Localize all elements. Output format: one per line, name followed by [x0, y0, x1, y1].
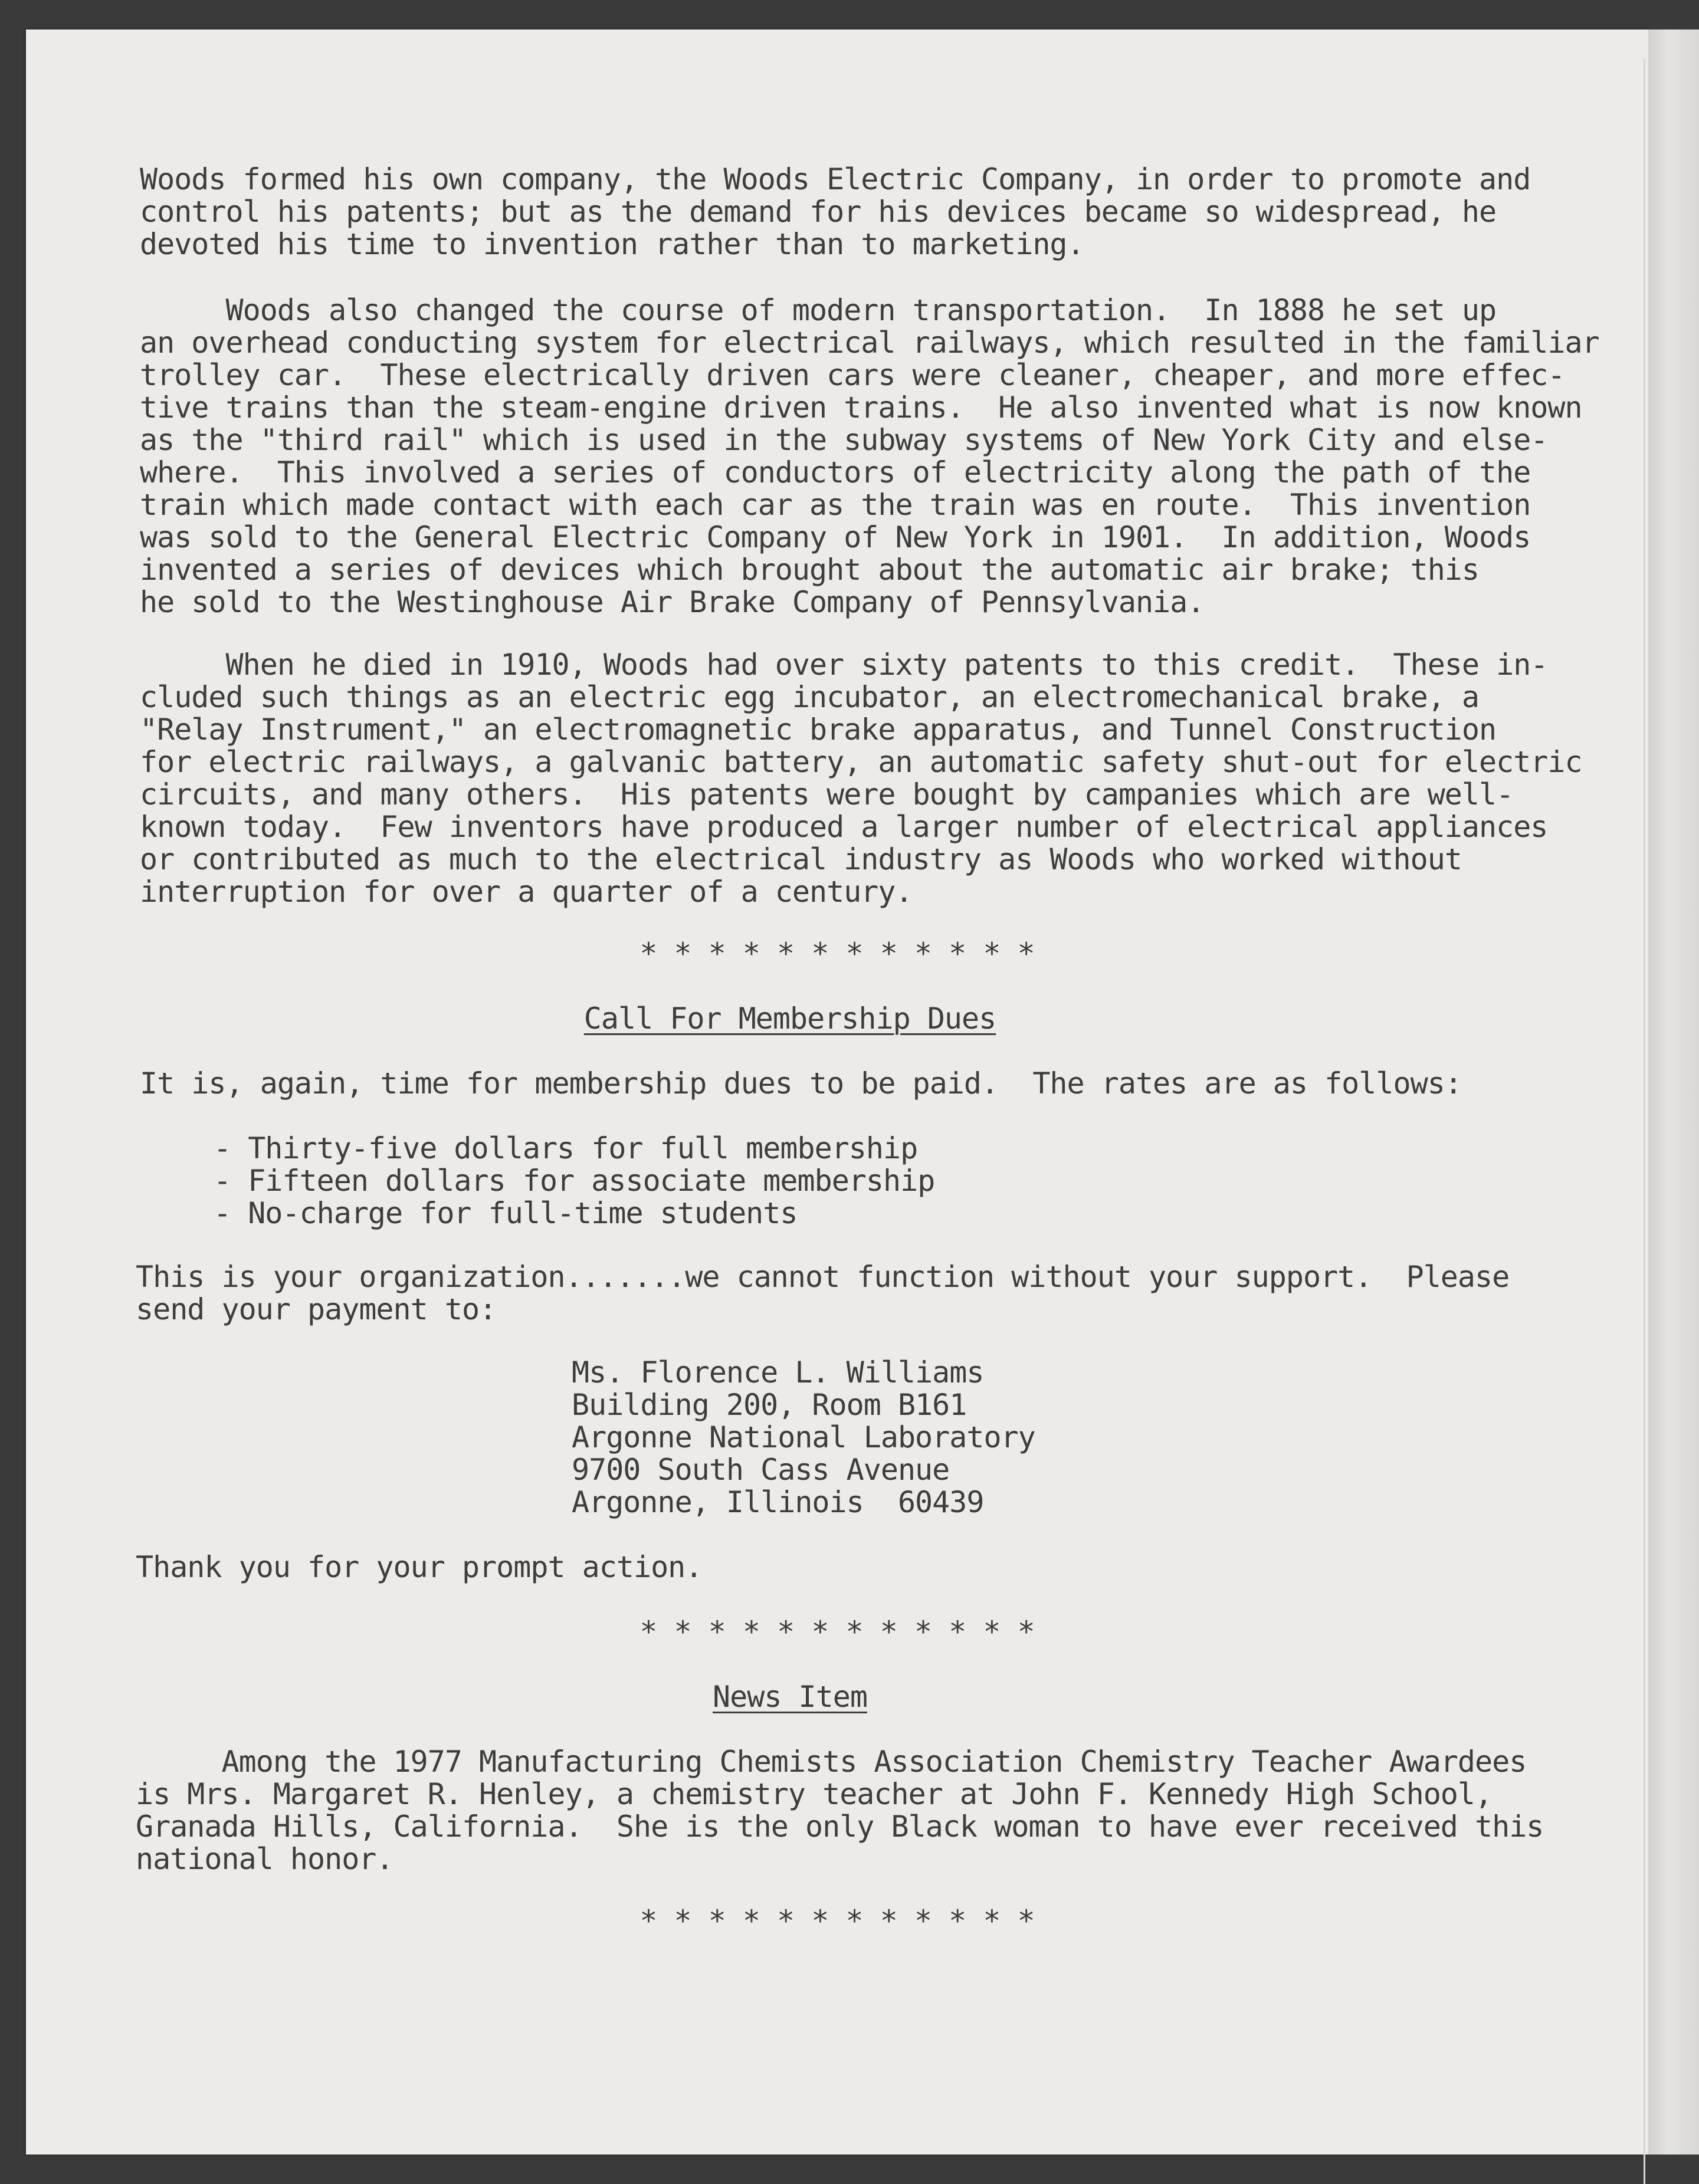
address-organization: Argonne National Laboratory [572, 1420, 1035, 1454]
adjacent-page-edge [1648, 29, 1699, 2155]
separator-1: * * * * * * * * * * * * [639, 937, 1035, 971]
dues-heading: Call For Membership Dues [583, 1001, 996, 1036]
paragraph-woods-company: Woods formed his own company, the Woods Electric Company, in order to promote and control his patents; but as the demand for his devices became so widespread, he devoted his time to invention rather than to marketing. [140, 162, 1531, 261]
page-fold [1644, 59, 1645, 2184]
thanks-line: Thank you for your prompt action. [136, 1550, 703, 1584]
dues-rate-full: - Thirty-five dollars for full membership [214, 1131, 918, 1165]
address-city: Argonne, Illinois 60439 [572, 1485, 984, 1519]
separator-2: * * * * * * * * * * * * [639, 1615, 1035, 1649]
dues-appeal: This is your organization.......we cannot function without your support. Please send your payment to: [136, 1260, 1510, 1326]
separator-3: * * * * * * * * * * * * [639, 1904, 1035, 1938]
dues-intro: It is, again, time for membership dues to be paid. The rates are as follows: [140, 1066, 1462, 1101]
address-name: Ms. Florence L. Williams [572, 1355, 984, 1390]
document-page [26, 29, 1648, 2155]
news-heading: News Item [713, 1680, 867, 1714]
paragraph-patents: When he died in 1910, Woods had over sixty patents to this credit. These in- cluded such things as an electric egg incubator, an electromechanical brake, a "Relay Instrument," an electromagnetic brake apparatus, and Tunnel Construction for electric railways, a galvanic battery, an automatic safety shut-out for electric circuits, and many others. His patents were bought by campanies which are well- known today. Few inventors have produced a larger number of electrical appliances or contributed as much to the electrical industry as Woods who worked without interruption for over a quarter of a century. [140, 648, 1582, 909]
address-building: Building 200, Room B161 [572, 1388, 967, 1422]
news-body: Among the 1977 Manufacturing Chemists Association Chemistry Teacher Awardees is Mrs. Margaret R. Henley, a chemistry teacher at John F. Kennedy High School, Granada Hills, California. She is the only Black woman to have ever received this national honor. [136, 1745, 1544, 1876]
dues-rate-associate: - Fifteen dollars for associate membership [214, 1164, 935, 1198]
paragraph-transportation: Woods also changed the course of modern transportation. In 1888 he set up an overhead conducting system for electrical railways, which resulted in the familiar trolley car. These electrically driven cars were cleaner, cheaper, and more effec- tive trains than the steam-engine driven trains. He also invented what is now known as the "third rail" which is used in the subway systems of New York City and else- where. This involved a series of conductors of electricity along the path of the train which made contact with each car as the train was en route. This invention was sold to the General Electric Company of New York in 1901. In addition, Woods invented a series of devices which brought about the automatic air brake; this he sold to the Westinghouse Air Brake Company of Pennsylvania. [140, 293, 1599, 619]
dues-rate-student: - No-charge for full-time students [214, 1196, 798, 1230]
address-street: 9700 South Cass Avenue [572, 1453, 950, 1487]
